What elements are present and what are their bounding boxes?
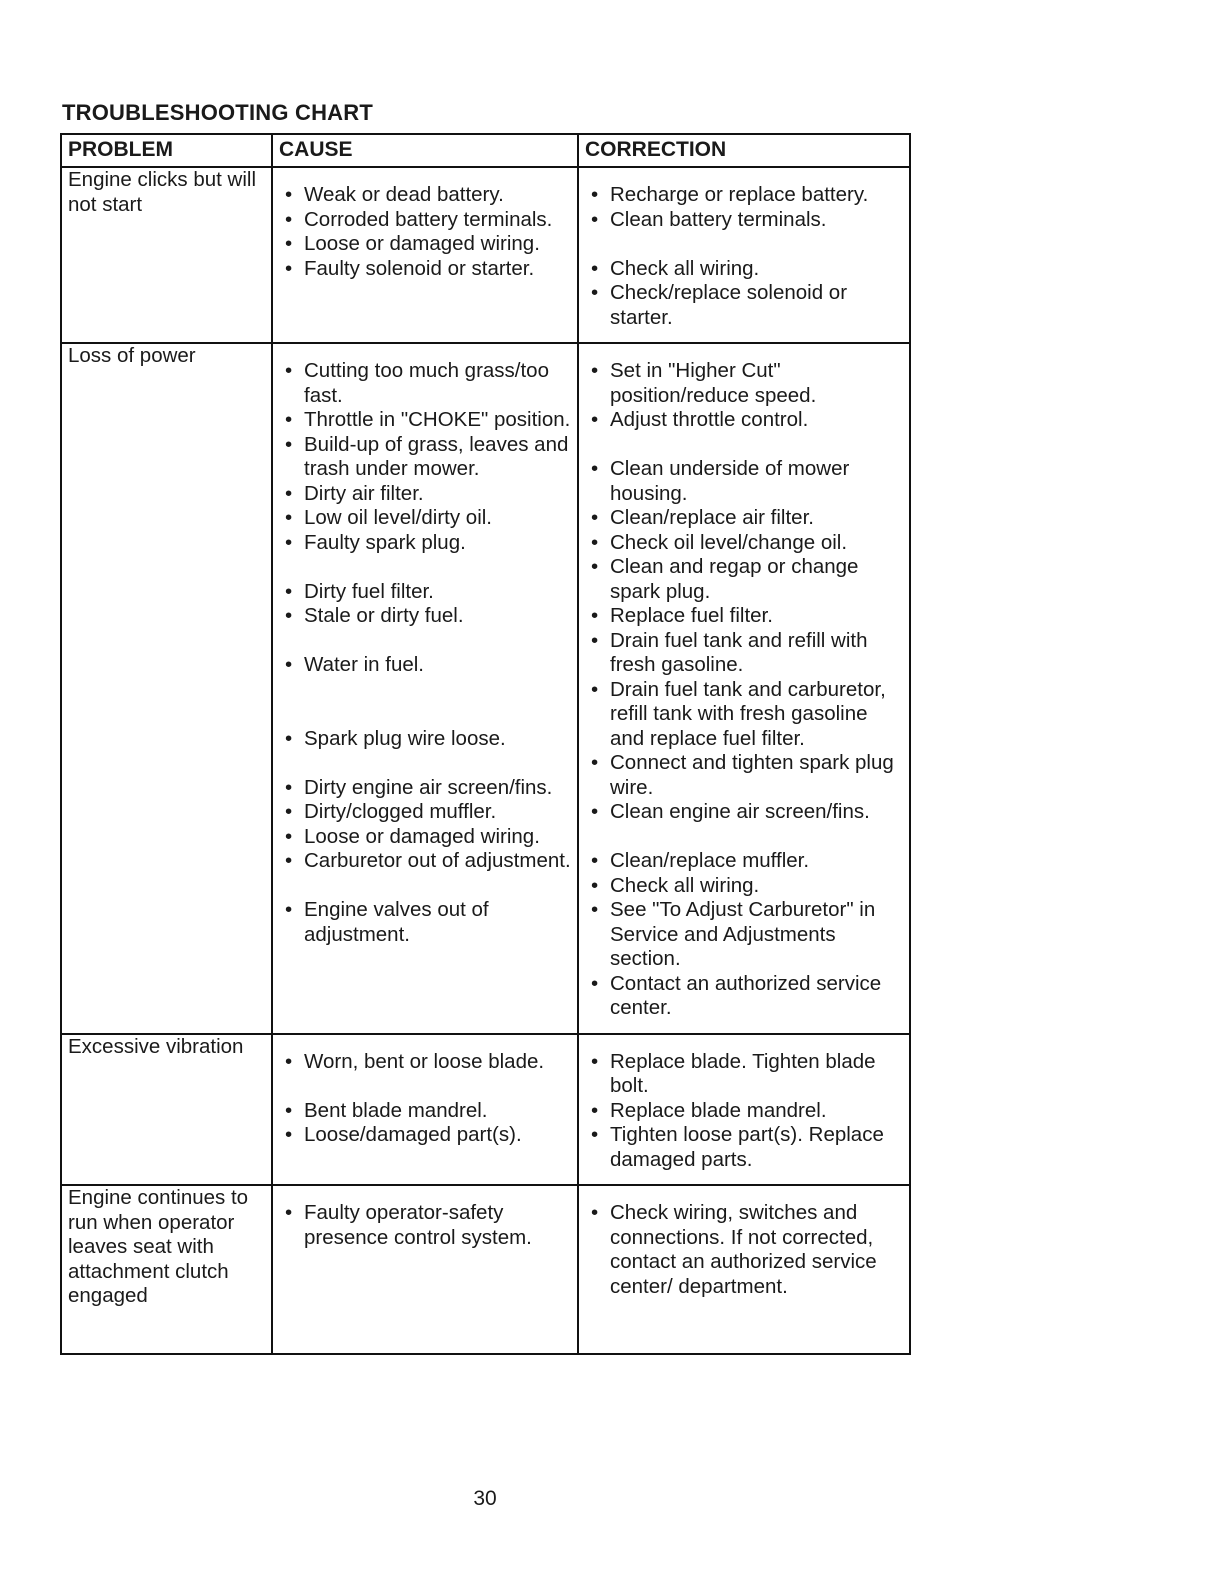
correction-item: • See "To Adjust Carburetor" in Service and Adjustments section. [585, 898, 903, 972]
cause-item: • Corroded battery terminals. [279, 208, 571, 233]
table-row [61, 343, 910, 1034]
cause-item: • Worn, bent or loose blade. [279, 1050, 571, 1075]
correction-item: • Replace fuel filter. [585, 604, 903, 629]
correction-item: • Set in "Higher Cut" position/reduce speed. [585, 359, 903, 408]
table-row [61, 167, 910, 343]
cause-item: • Cutting too much grass/too fast. [279, 359, 571, 408]
cause-item: • Dirty/clogged muffler. [279, 800, 571, 825]
cause-item: • Dirty air filter. [279, 482, 571, 507]
page-number: 30 [473, 1487, 497, 1510]
cause-item: • Bent blade mandrel. [279, 1099, 571, 1124]
troubleshooting-table [60, 133, 911, 1355]
cause-item: • Build-up of grass, leaves and trash under mower. [279, 433, 571, 482]
correction-cell [578, 1034, 910, 1186]
correction-item: • Drain fuel tank and carburetor, refill tank with fresh gasoline and replace fuel filter. [585, 678, 903, 752]
correction-item: • Check all wiring. [585, 874, 903, 899]
header-problem: PROBLEM [61, 134, 272, 167]
cause-cell [272, 167, 578, 343]
table-row [61, 1034, 910, 1186]
correction-item: • Drain fuel tank and refill with fresh gasoline. [585, 629, 903, 678]
correction-item: • Check all wiring. [585, 257, 903, 282]
chart-title: TROUBLESHOOTING CHART [62, 100, 373, 125]
correction-item: • Adjust throttle control. [585, 408, 903, 433]
cause-item: • Spark plug wire loose. [279, 727, 571, 752]
correction-item: • Connect and tighten spark plug wire. [585, 751, 903, 800]
correction-item: • Contact an authorized service center. [585, 972, 903, 1021]
correction-cell [578, 1185, 910, 1354]
cause-item: • Faulty solenoid or starter. [279, 257, 571, 282]
cause-item: • Faulty operator-safety presence control system. [279, 1201, 571, 1250]
table-row [61, 1185, 910, 1354]
correction-cell [578, 167, 910, 343]
correction-item: • Recharge or replace battery. [585, 183, 903, 208]
correction-item: • Check wiring, switches and connections. If not corrected, contact an authorized service center/ department. [585, 1201, 903, 1299]
header-row [61, 134, 910, 167]
header-cause: CAUSE [272, 134, 578, 167]
cause-item: • Loose/damaged part(s). [279, 1123, 571, 1148]
correction-item: • Tighten loose part(s). Replace damaged parts. [585, 1123, 903, 1172]
correction-item: • Clean underside of mower housing. [585, 457, 903, 506]
cause-item: • Water in fuel. [279, 653, 571, 678]
cause-item: • Faulty spark plug. [279, 531, 571, 556]
cause-item: • Dirty engine air screen/fins. [279, 776, 571, 801]
correction-item: • Replace blade mandrel. [585, 1099, 903, 1124]
cause-item: • Dirty fuel filter. [279, 580, 571, 605]
cause-item: • Weak or dead battery. [279, 183, 571, 208]
problem-cell: Engine continues to run when operator leaves seat with attachment clutch engaged [61, 1185, 272, 1354]
correction-item: • Check oil level/change oil. [585, 531, 903, 556]
problem-cell: Loss of power [61, 343, 272, 1034]
cause-item: • Throttle in "CHOKE" position. [279, 408, 571, 433]
correction-item: • Replace blade. Tighten blade bolt. [585, 1050, 903, 1099]
cause-item: • Loose or damaged wiring. [279, 825, 571, 850]
cause-item: • Engine valves out of adjustment. [279, 898, 571, 947]
cause-item: • Loose or damaged wiring. [279, 232, 571, 257]
cause-cell [272, 343, 578, 1034]
cause-cell [272, 1034, 578, 1186]
cause-item: • Low oil level/dirty oil. [279, 506, 571, 531]
correction-item: • Clean battery terminals. [585, 208, 903, 233]
cause-cell [272, 1185, 578, 1354]
correction-item: • Clean/replace air filter. [585, 506, 903, 531]
cause-item: • Carburetor out of adjustment. [279, 849, 571, 874]
correction-item: • Check/replace solenoid or starter. [585, 281, 903, 330]
correction-item: • Clean engine air screen/fins. [585, 800, 903, 825]
cause-item: • Stale or dirty fuel. [279, 604, 571, 629]
problem-cell: Engine clicks but will not start [61, 167, 272, 343]
problem-cell: Excessive vibration [61, 1034, 272, 1186]
correction-cell [578, 343, 910, 1034]
correction-item: • Clean and regap or change spark plug. [585, 555, 903, 604]
header-correction: CORRECTION [578, 134, 910, 167]
correction-item: • Clean/replace muffler. [585, 849, 903, 874]
